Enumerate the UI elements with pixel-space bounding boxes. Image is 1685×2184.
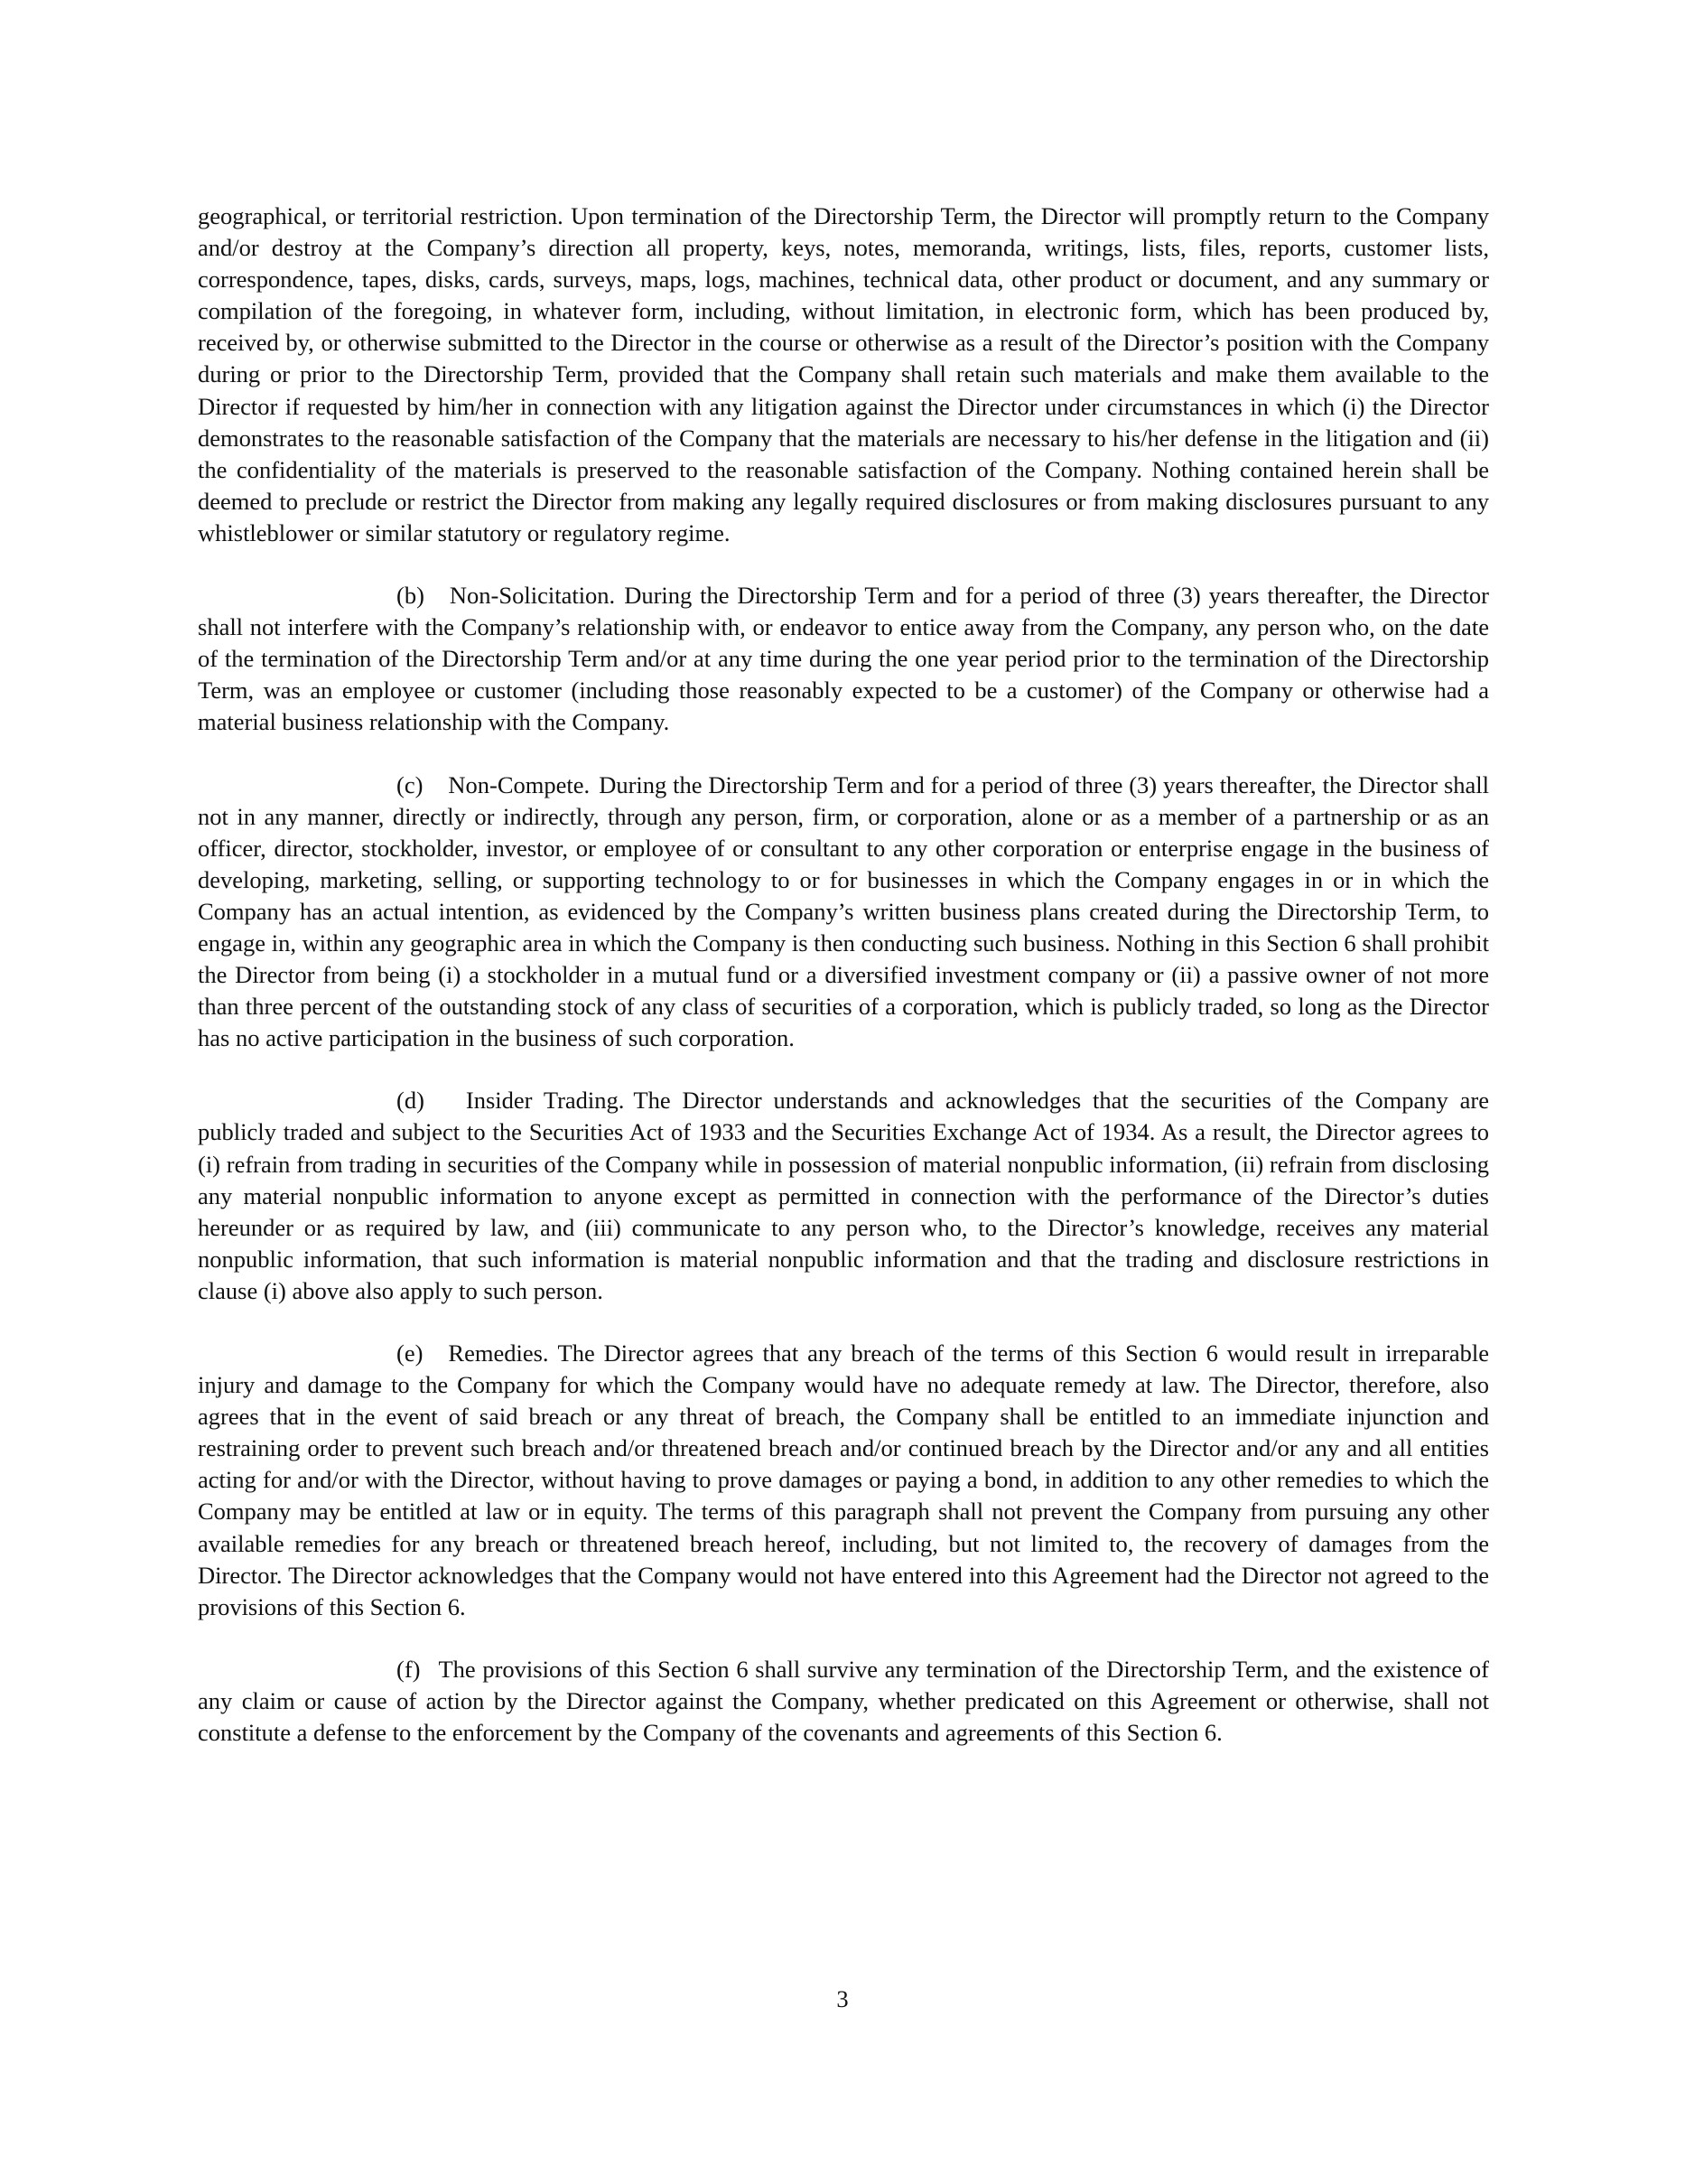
section-b-text: During the Directorship Term and for a period of three (3) years thereafter, the Director shall not interfere with the Company’s relationship with, or endeavor to entice away from the Company, any person who, on the date of the termination of the Directorship Term and/or at any time during the one year period prior to the termination of the Directorship Term, was an employee or customer (including those reasonably expected to be a customer) of the Company or otherwise had a material business relationship with the Company. xyxy=(198,582,1489,736)
section-e-text: The Director agrees that any breach of the terms of this Section 6 would result in irreparable injury and damage to the Company for which the Company would have no adequate remedy at law. The Director, therefore, also agrees that in the event of said breach or any threat of breach, the Company shall be entitled to an immediate injunction and restraining order to prevent such breach and/or threatened breach and/or continued breach by the Director and/or any and all entities acting for and/or with the Director, without having to prove damages or paying a bond, in addition to any other remedies to which the Company may be entitled at law or in equity. The terms of this paragraph shall not prevent the Company from pursuing any other available remedies for any breach or threatened breach hereof, including, but not limited to, the recovery of damages from the Director. The Director acknowledges that the Company would not have entered into this Agreement had the Director not agreed to the provisions of this Section 6. xyxy=(198,1339,1489,1620)
section-c-label: (c) xyxy=(396,770,424,798)
section-e-label: (e) xyxy=(396,1339,424,1367)
page-number: 3 xyxy=(836,1985,849,2012)
section-c-paragraph xyxy=(198,770,1489,1055)
section-d-text: The Director understands and acknowledges that the securities of the Company are publicly traded and subject to the Securities Act of 1933 and the Securities Exchange Act of 1934. As a result, the Director agrees to (i) refrain from trading in securities of the Company while in possession of material nonpublic information, (ii) refrain from disclosing any material nonpublic information to anyone except as permitted in connection with the performance of the Director’s duties hereunder or as required by law, and (iii) communicate to any person who, to the Director’s knowledge, receives any material nonpublic information, that such information is material nonpublic information and that the trading and disclosure restrictions in clause (i) above also apply to such person. xyxy=(198,1087,1489,1304)
section-e-paragraph xyxy=(198,1338,1489,1623)
section-c-text: During the Directorship Term and for a period of three (3) years thereafter, the Director shall not in any manner, directly or indirectly, through any person, firm, or corporation, alone or as a member of a partnership or as an officer, director, stockholder, investor, or employee of or consultant to any other corporation or enterprise engage in the business of developing, marketing, selling, or supporting technology to or for businesses in which the Company engages in or in which the Company has an actual intention, as evidenced by the Company’s written business plans created during the Directorship Term, to engage in, within any geographic area in which the Company is then conducting such business. Nothing in this Section 6 shall prohibit the Director from being (i) a stockholder in a mutual fund or a diversified investment company or (ii) a passive owner of not more than three percent of the outstanding stock of any class of securities of a corporation, which is publicly traded, so long as the Director has no active participation in the business of such corporation. xyxy=(198,770,1489,1052)
section-c-heading: Non-Compete. xyxy=(448,770,591,798)
section-f-paragraph xyxy=(198,1654,1489,1749)
section-b-label: (b) xyxy=(396,582,424,610)
section-f-text: The provisions of this Section 6 shall survive any termination of the Directorship Term, and the existence of any claim or cause of action by the Director against the Company, whether predicated on this Agreement or otherwise, shall not constitute a defense to the enforcement by the Company of the covenants and agreements of this Section 6. xyxy=(198,1655,1489,1747)
section-b-paragraph xyxy=(198,580,1489,738)
section-e-heading: Remedies. xyxy=(448,1339,549,1367)
section-f-label: (f) xyxy=(396,1655,421,1683)
intro-paragraph: geographical, or territorial restriction. Upon termination of the Directorship Term, the Director will promptly return to the Company and/or destroy at the Company’s direction all property, keys, notes, memoranda, writings, lists, files, reports, customer lists, correspondence, tapes, disks, cards, surveys, maps, logs, machines, technical data, other product or document, and any summary or compilation of the foregoing, in whatever form, including, without limitation, in electronic form, which has been produced by, received by, or otherwise submitted to the Director in the course or otherwise as a result of the Director’s position with the Company during or prior to the Directorship Term, provided that the Company shall retain such materials and make them available to the Director if requested by him/her in connection with any litigation against the Director under circumstances in which (i) the Director demonstrates to the reasonable satisfaction of the Company that the materials are necessary to his/her defense in the litigation and (ii) the confidentiality of the materials is preserved to the reasonable satisfaction of the Company. Nothing contained herein shall be deemed to preclude or restrict the Director from making any legally required disclosures or from making disclosures pursuant to any whistleblower or similar statutory or regulatory regime. xyxy=(198,202,1489,546)
section-b-heading: Non-Solicitation. xyxy=(449,582,616,610)
section-d-heading: Insider Trading. xyxy=(465,1087,625,1115)
section-d-paragraph xyxy=(198,1085,1489,1307)
section-d-label: (d) xyxy=(396,1087,424,1115)
document-page xyxy=(198,201,1489,1779)
